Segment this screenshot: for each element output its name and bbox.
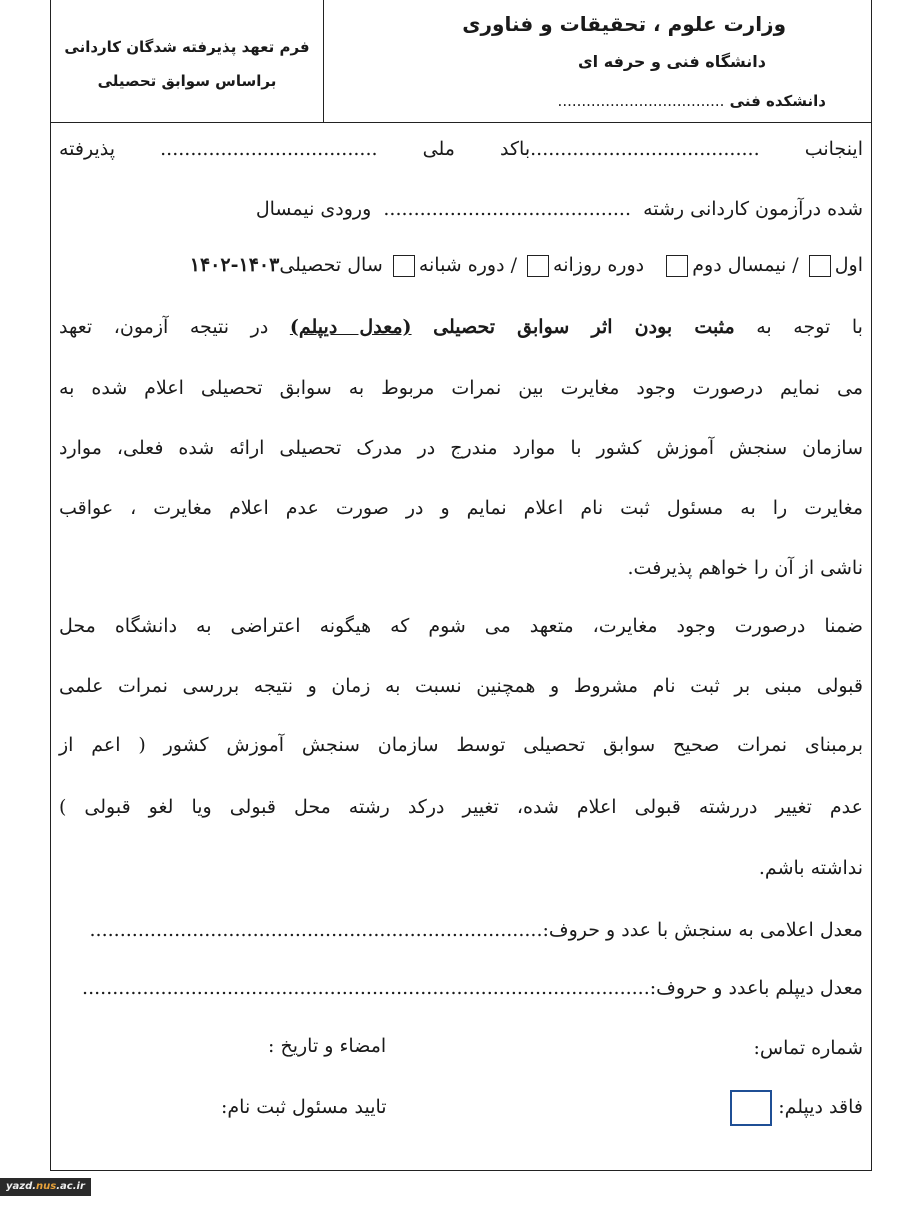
form-title-line2: براساس سوابق تحصیلی (97, 72, 277, 90)
national-code-blank[interactable]: .................................... (160, 138, 378, 160)
evening-course-label: / دوره شبانه (418, 254, 517, 276)
form-header (51, 0, 871, 123)
commitment-intro-text: با توجه به (756, 316, 863, 338)
applicant-name-blank[interactable]: ...................................... (530, 138, 760, 160)
academic-year-label: سال تحصیلی (279, 254, 383, 276)
field-blank[interactable]: ......................................... (383, 198, 631, 220)
line-field (59, 196, 863, 222)
phone-label: شماره تماس: (753, 1037, 863, 1059)
line-semester (190, 252, 863, 278)
national-code-label: باکد ملی (422, 138, 531, 160)
line-diploma-average (82, 975, 863, 1001)
line-commitment-intro (59, 314, 863, 340)
paragraph-line: ضمنا درصورت وجود مغایرت، متعهد می شوم که هیگونه اعتراضی به دانشگاه محل (59, 615, 863, 637)
evening-course-checkbox[interactable] (393, 255, 415, 277)
watermark-suffix: .ac.ir (56, 1181, 85, 1192)
reported-average-blank[interactable]: ........................................................................... (89, 919, 543, 941)
watermark-prefix: yazd. (6, 1181, 37, 1192)
applicant-label: اینجانب (804, 138, 864, 160)
form-sheet (50, 0, 872, 1171)
paragraph-line: مغایرت را به مسئول ثبت نام اعلام نمایم و در صورت عدم اعلام مغایرت ، عواقب (59, 497, 863, 519)
first-semester-checkbox[interactable] (809, 255, 831, 277)
ministry-name: وزارت علوم ، تحقیقات و فناوری (462, 12, 786, 36)
entry-semester-label: ورودی نیمسال (255, 198, 372, 220)
field-label: شده درآزمون کاردانی رشته (643, 198, 863, 220)
watermark-brand: nus (36, 1181, 57, 1192)
paragraph-line: قبولی مبنی بر ثبت نام مشروط و همچنین نسبت به زمان و نتیجه بررسی نمرات علمی (59, 675, 863, 697)
reported-average-label: معدل اعلامی به سنجش با عدد و حروف: (542, 919, 863, 941)
institution-box (324, 0, 871, 122)
site-watermark (0, 1178, 91, 1196)
diploma-average-emphasis: (معدل دیپلم) (289, 316, 412, 338)
commitment-intro-tail: در نتیجه آزمون، تعهد (59, 316, 269, 338)
daytime-course-checkbox[interactable] (527, 255, 549, 277)
sign-date-label: امضاء و تاریخ : (268, 1035, 387, 1057)
daytime-course-label: دوره روزانه (553, 254, 645, 276)
no-diploma-checkbox[interactable] (730, 1090, 772, 1126)
faculty-blank[interactable]: ................................... (557, 92, 725, 110)
form-title-box (51, 0, 324, 122)
paragraph-line: نداشته باشم. (758, 857, 863, 879)
paragraph-line: می نمایم درصورت وجود مغایرت بین نمرات مربوط به سوابق تحصیلی اعلام شده به (59, 377, 863, 399)
paragraph-line: ناشی از آن را خواهم پذیرفت. (627, 557, 863, 579)
form-title-line1: فرم تعهد پذیرفته شدگان کاردانی (64, 38, 310, 56)
faculty-line (558, 92, 826, 110)
line-applicant (59, 136, 863, 162)
diploma-average-blank[interactable]: .............................................................................................. (82, 977, 650, 999)
paragraph-line: سازمان سنجش آموزش کشور با موارد مندرج در مدرک تحصیلی ارائه شده فعلی، موارد (59, 437, 863, 459)
university-name: دانشگاه فنی و حرفه ای (578, 52, 766, 71)
first-semester-label: اول (834, 254, 863, 276)
paragraph-line: برمبنای نمرات صحیح سوابق تحصیلی توسط سازمان سنجش آموزش کشور ( اعم از (59, 734, 863, 756)
paragraph-line: عدم تغییر دررشته قبولی اعلام شده، تغییر درکد رشته محل قبولی ویا لغو قبولی ) (59, 796, 863, 818)
faculty-label: دانشکده فنی (729, 92, 826, 110)
registrar-approval-label: تایید مسئول ثبت نام: (221, 1096, 387, 1118)
second-semester-label: / نیمسال دوم (692, 254, 799, 276)
academic-year-value: ۱۴۰۳-۱۴۰۲ (189, 254, 280, 276)
accepted-label: پذیرفته (59, 138, 116, 160)
diploma-average-label: معدل دیپلم باعدد و حروف: (649, 977, 863, 999)
no-diploma-row (730, 1090, 863, 1126)
line-reported-average (90, 917, 863, 943)
no-diploma-label: فاقد دیپلم: (778, 1096, 863, 1118)
second-semester-checkbox[interactable] (666, 255, 688, 277)
positive-effect-emphasis: مثبت بودن اثر سوابق تحصیلی (433, 316, 735, 338)
